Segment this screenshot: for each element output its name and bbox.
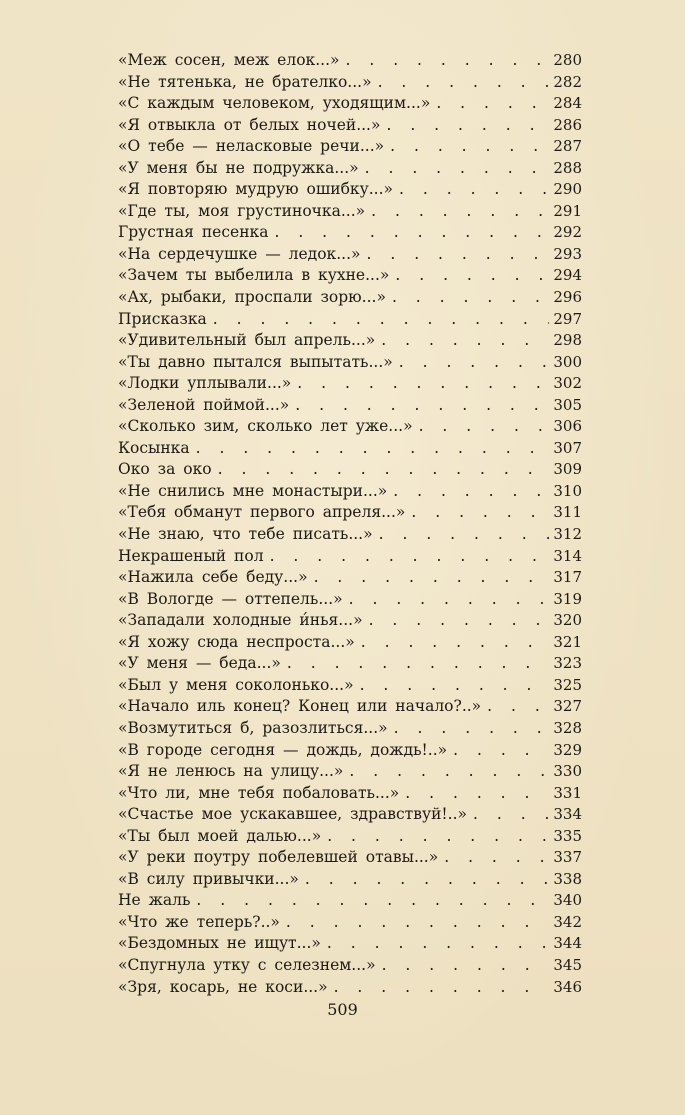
toc-entry — [118, 933, 582, 955]
dot-leader — [297, 373, 549, 395]
toc-entry-title: «Спугнула утку с селезнем...» — [118, 955, 376, 974]
toc-entry — [118, 158, 582, 180]
toc-entry-title: «Начало иль конец? Конец или начало?..» — [118, 697, 482, 716]
toc-entry-title: «Возмутиться б, разозлиться...» — [118, 718, 388, 737]
dot-leader — [381, 330, 549, 352]
toc-entry-page: 292 — [553, 223, 582, 242]
toc-entry-title: «Тебя обманут первого апреля...» — [118, 503, 406, 522]
dot-leader — [305, 869, 549, 891]
toc-entry — [118, 632, 582, 654]
toc-entry-page: 288 — [553, 158, 582, 177]
toc-entry-page: 346 — [553, 977, 582, 996]
toc-entry — [118, 675, 582, 697]
toc-entry — [118, 201, 582, 223]
toc-entry-page: 309 — [553, 460, 582, 479]
toc-entry-page: 306 — [553, 417, 582, 436]
dot-leader — [392, 287, 549, 309]
toc-entry-title: «Бездомных не ищут...» — [118, 934, 321, 953]
toc-entry-page: 342 — [553, 912, 582, 931]
dot-leader — [394, 718, 550, 740]
dot-leader — [196, 890, 549, 912]
toc-entry — [118, 804, 582, 826]
toc-entry-title: «У меня — беда...» — [118, 654, 281, 673]
dot-leader — [367, 244, 550, 266]
dot-leader — [360, 675, 550, 697]
toc-entry-title: «Зеленой поймой...» — [118, 395, 290, 414]
toc-entry-title: «В силу привычки...» — [118, 869, 299, 888]
toc-entry — [118, 330, 582, 352]
toc-entry-page: 305 — [553, 395, 582, 414]
toc-entry-title: «Ты был моей далью...» — [118, 826, 322, 845]
toc-entry — [118, 955, 582, 977]
toc-entry — [118, 416, 582, 438]
toc-entry-page: 291 — [553, 201, 582, 220]
toc-entry-title: «Зачем ты выбелила в кухне...» — [118, 266, 390, 285]
toc-entry-page: 323 — [553, 654, 582, 673]
dot-leader — [213, 309, 550, 331]
toc-entry — [118, 459, 582, 481]
toc-entry — [118, 287, 582, 309]
dot-leader — [379, 524, 550, 546]
dot-leader — [349, 761, 549, 783]
toc-entry-page: 319 — [553, 589, 582, 608]
dot-leader — [393, 481, 549, 503]
dot-leader — [270, 546, 550, 568]
toc-entry-page: 284 — [553, 94, 582, 113]
toc-entry-page: 328 — [553, 718, 582, 737]
toc-entry-page: 314 — [553, 546, 582, 565]
toc-entry-page: 311 — [553, 503, 582, 522]
toc-entry-title: «Я отвыкла от белых ночей...» — [118, 115, 381, 134]
toc-entry-title: Грустная песенка — [118, 223, 269, 242]
dot-leader — [349, 589, 550, 611]
toc-entry-page: 320 — [553, 611, 582, 630]
toc-entry — [118, 718, 582, 740]
toc-entry-page: 296 — [553, 288, 582, 307]
toc-entry-title: Не жаль — [118, 891, 191, 910]
toc-entry — [118, 546, 582, 568]
toc-entry — [118, 696, 582, 718]
toc-entry-title: «У меня бы не подружка...» — [118, 158, 359, 177]
toc-entry-page: 286 — [553, 115, 582, 134]
toc-entry-title: «В Вологде — оттепель...» — [118, 589, 343, 608]
toc-entry — [118, 502, 582, 524]
toc-entry-page: 329 — [553, 740, 582, 759]
toc-entry-page: 334 — [553, 805, 582, 824]
toc-entry-page: 293 — [553, 244, 582, 263]
toc-entry-page: 345 — [553, 955, 582, 974]
toc-entry-title: «О тебе — неласковые речи...» — [118, 137, 385, 156]
toc-entry — [118, 265, 582, 287]
toc-entry-page: 317 — [553, 568, 582, 587]
toc-entry-page: 338 — [553, 869, 582, 888]
dot-leader — [314, 567, 550, 589]
dot-leader — [395, 265, 549, 287]
toc-entry — [118, 847, 582, 869]
toc-entry — [118, 567, 582, 589]
toc-entry-page: 298 — [553, 331, 582, 350]
toc-entry-page: 337 — [553, 848, 582, 867]
toc-entry-page: 280 — [553, 51, 582, 69]
dot-leader — [411, 502, 549, 524]
toc-entry — [118, 761, 582, 783]
toc-entry — [118, 783, 582, 805]
toc-entry-title: «На сердечушке — ледок...» — [118, 244, 361, 263]
toc-entry-title: «Что же теперь?..» — [118, 912, 280, 931]
dot-leader — [399, 179, 549, 201]
toc-entry-title: «Был у меня соколонько...» — [118, 675, 354, 694]
dot-leader — [371, 201, 549, 223]
dot-leader — [473, 804, 549, 826]
toc-entry-title: «Ты давно пытался выпытать...» — [118, 352, 393, 371]
toc-entry — [118, 373, 582, 395]
toc-entry-page: 290 — [553, 180, 582, 199]
toc-entry-page: 300 — [553, 352, 582, 371]
toc-entry-page: 312 — [553, 525, 582, 544]
toc-entry — [118, 352, 582, 374]
toc-entry-page: 331 — [553, 783, 582, 802]
toc-entry-title: «Я повторяю мудрую ошибку...» — [118, 180, 394, 199]
toc-entry-title: Око за око — [118, 460, 212, 479]
toc-entry-title: «Я не ленюсь на улицу...» — [118, 762, 344, 781]
toc-entry — [118, 912, 582, 934]
toc-entry — [118, 481, 582, 503]
toc-entry — [118, 50, 582, 72]
toc-entry-page: 297 — [553, 309, 582, 328]
toc-entry-title: «Что ли, мне тебя побаловать...» — [118, 783, 400, 802]
dot-leader — [345, 50, 549, 72]
dot-leader — [334, 977, 550, 999]
toc-entry — [118, 136, 582, 158]
toc-entry-page: 321 — [553, 632, 582, 651]
toc-entry-page: 294 — [553, 266, 582, 285]
toc-entry-page: 307 — [553, 438, 582, 457]
toc-entry-page: 325 — [553, 675, 582, 694]
toc-entry — [118, 589, 582, 611]
table-of-contents — [118, 50, 582, 998]
dot-leader — [286, 912, 549, 934]
toc-entry — [118, 524, 582, 546]
toc-entry-page: 340 — [553, 891, 582, 910]
dot-leader — [327, 933, 549, 955]
toc-entry-title: «Западали холодные и́нья...» — [118, 611, 363, 630]
toc-entry-title: «Ах, рыбаки, проспали зорю...» — [118, 288, 386, 307]
toc-entry-title: «У реки поутру побелевшей отавы...» — [118, 848, 439, 867]
toc-entry-title: «Лодки уплывали...» — [118, 374, 292, 393]
dot-leader — [365, 158, 550, 180]
dot-leader — [444, 847, 549, 869]
toc-entry-page: 302 — [553, 374, 582, 393]
toc-entry — [118, 977, 582, 999]
dot-leader — [274, 222, 549, 244]
dot-leader — [196, 438, 550, 460]
dot-leader — [382, 955, 550, 977]
dot-leader — [378, 72, 550, 94]
toc-entry-title: «Сколько зим, сколько лет уже...» — [118, 417, 413, 436]
toc-entry — [118, 244, 582, 266]
toc-entry-page: 330 — [553, 762, 582, 781]
toc-entry — [118, 653, 582, 675]
toc-entry — [118, 869, 582, 891]
toc-entry-title: Присказка — [118, 309, 207, 328]
dot-leader — [487, 696, 549, 718]
toc-entry-title: «В городе сегодня — дождь, дождь!..» — [118, 740, 448, 759]
toc-entry — [118, 72, 582, 94]
toc-entry-title: «Меж сосен, меж елок...» — [118, 51, 340, 69]
toc-entry — [118, 610, 582, 632]
dot-leader — [405, 783, 549, 805]
toc-entry-title: «Зря, косарь, не коси...» — [118, 977, 328, 996]
toc-entry-title: Косынка — [118, 438, 190, 457]
toc-entry-page: 310 — [553, 481, 582, 500]
toc-entry — [118, 115, 582, 137]
toc-entry — [118, 309, 582, 331]
dot-leader — [399, 352, 550, 374]
toc-entry-page: 282 — [553, 72, 582, 91]
dot-leader — [218, 459, 550, 481]
dot-leader — [419, 416, 550, 438]
toc-entry-title: «Где ты, моя грустиночка...» — [118, 201, 366, 220]
toc-entry-title: «Не тятенька, не брателко...» — [118, 72, 372, 91]
dot-leader — [369, 610, 550, 632]
dot-leader — [361, 632, 550, 654]
toc-entry — [118, 438, 582, 460]
toc-entry-title: «Не снились мне монастыри...» — [118, 481, 388, 500]
toc-entry — [118, 395, 582, 417]
toc-entry-title: «Удивительный был апрель...» — [118, 331, 376, 350]
toc-entry-title: Некрашеный пол — [118, 546, 264, 565]
toc-entry — [118, 890, 582, 912]
toc-entry — [118, 93, 582, 115]
dot-leader — [295, 395, 549, 417]
dot-leader — [390, 136, 549, 158]
toc-entry-page: 327 — [553, 697, 582, 716]
dot-leader — [436, 93, 549, 115]
toc-entry-title: «Я хожу сюда неспроста...» — [118, 632, 355, 651]
toc-entry-page: 287 — [553, 137, 582, 156]
toc-entry — [118, 740, 582, 762]
dot-leader — [453, 740, 549, 762]
toc-entry — [118, 222, 582, 244]
toc-entry-title: «Счастье мое ускакавшее, здравствуй!..» — [118, 805, 467, 824]
dot-leader — [287, 653, 550, 675]
toc-entry — [118, 826, 582, 848]
dot-leader — [386, 115, 549, 137]
toc-entry-page: 344 — [553, 934, 582, 953]
toc-entry-title: «Не знаю, что тебе писать...» — [118, 525, 373, 544]
page-number: 509 — [327, 1000, 358, 1019]
toc-entry — [118, 179, 582, 201]
dot-leader — [327, 826, 549, 848]
toc-entry-title: «С каждым человеком, уходящим...» — [118, 94, 431, 113]
toc-entry-title: «Нажила себе беду...» — [118, 568, 308, 587]
toc-entry-page: 335 — [553, 826, 582, 845]
